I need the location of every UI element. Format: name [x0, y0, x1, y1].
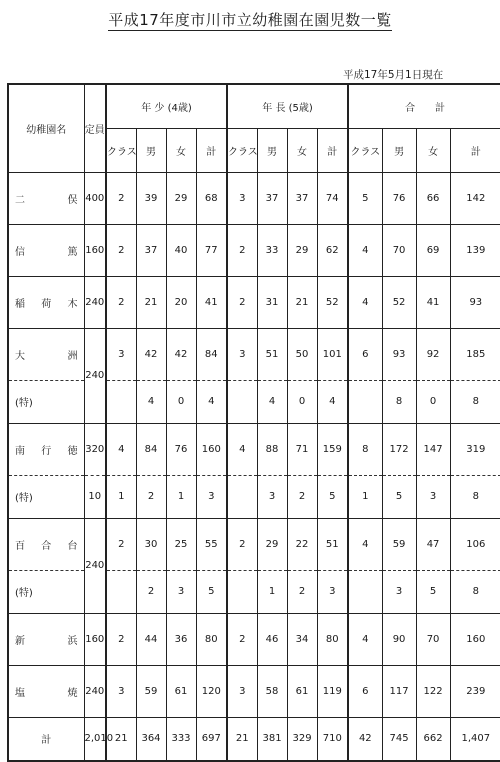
value-cell: 3: [227, 172, 257, 224]
capacity-cell: 240: [84, 665, 106, 717]
value-cell: 3: [382, 570, 416, 613]
value-cell: 69: [416, 224, 450, 276]
capacity-cell: 2,010: [84, 717, 106, 761]
total-value-cell: 710: [317, 717, 348, 761]
value-cell: 106: [450, 518, 500, 570]
value-cell: 58: [257, 665, 287, 717]
total-value-cell: 662: [416, 717, 450, 761]
value-cell: 33: [257, 224, 287, 276]
value-cell: 4: [106, 423, 136, 475]
value-cell: 4: [348, 613, 382, 665]
value-cell: 4: [348, 518, 382, 570]
school-name: 二 俣: [8, 172, 84, 224]
value-cell: 239: [450, 665, 500, 717]
value-cell: 4: [317, 380, 348, 423]
value-cell: [106, 380, 136, 423]
value-cell: 3: [317, 570, 348, 613]
value-cell: 36: [166, 613, 196, 665]
total-value-cell: 364: [136, 717, 166, 761]
total-value-cell: 381: [257, 717, 287, 761]
value-cell: 59: [136, 665, 166, 717]
total-value-cell: 745: [382, 717, 416, 761]
value-cell: 2: [227, 518, 257, 570]
capacity-cell: 320: [84, 423, 106, 475]
value-cell: 29: [287, 224, 317, 276]
value-cell: 319: [450, 423, 500, 475]
value-cell: 92: [416, 328, 450, 380]
value-cell: 160: [450, 613, 500, 665]
value-cell: 44: [136, 613, 166, 665]
value-cell: 2: [136, 475, 166, 518]
total-value-cell: 42: [348, 717, 382, 761]
value-cell: 93: [450, 276, 500, 328]
value-cell: 50: [287, 328, 317, 380]
value-cell: 4: [227, 423, 257, 475]
value-cell: 5: [382, 475, 416, 518]
table-row: [8, 380, 500, 423]
value-cell: 3: [106, 665, 136, 717]
total-label: 計: [8, 717, 84, 761]
value-cell: 1: [166, 475, 196, 518]
value-cell: 1: [106, 475, 136, 518]
value-cell: 46: [257, 613, 287, 665]
value-cell: 62: [317, 224, 348, 276]
value-cell: 3: [166, 570, 196, 613]
value-cell: 77: [196, 224, 227, 276]
value-cell: 4: [257, 380, 287, 423]
value-cell: 52: [382, 276, 416, 328]
table-row: [8, 328, 500, 380]
total-value-cell: 329: [287, 717, 317, 761]
value-cell: 88: [257, 423, 287, 475]
value-cell: 41: [416, 276, 450, 328]
value-cell: 117: [382, 665, 416, 717]
value-cell: 0: [287, 380, 317, 423]
value-cell: 3: [227, 665, 257, 717]
value-cell: 4: [136, 380, 166, 423]
value-cell: 2: [227, 613, 257, 665]
document-title: [0, 9, 500, 30]
value-cell: 90: [382, 613, 416, 665]
value-cell: 68: [196, 172, 227, 224]
value-cell: [227, 570, 257, 613]
capacity-cell: 240: [84, 328, 106, 423]
as-of-date: 平成17年5月1日現在: [343, 69, 444, 81]
school-name: 新 浜: [8, 613, 84, 665]
value-cell: 1: [257, 570, 287, 613]
value-cell: 2: [106, 613, 136, 665]
value-cell: 8: [450, 475, 500, 518]
value-cell: 4: [348, 276, 382, 328]
school-name: (特): [8, 475, 84, 518]
header-group-4yo: 年 少 (4歳): [106, 84, 227, 128]
table-row: [8, 613, 500, 665]
table-row: [8, 423, 500, 475]
value-cell: [227, 380, 257, 423]
value-cell: 70: [416, 613, 450, 665]
subheader-cell: 計: [196, 128, 227, 172]
school-name: 大 洲: [8, 328, 84, 380]
total-value-cell: 21: [106, 717, 136, 761]
value-cell: 21: [136, 276, 166, 328]
subheader-cell: 計: [317, 128, 348, 172]
value-cell: 2: [287, 475, 317, 518]
value-cell: 5: [196, 570, 227, 613]
value-cell: 120: [196, 665, 227, 717]
value-cell: 31: [257, 276, 287, 328]
value-cell: 2: [287, 570, 317, 613]
value-cell: 47: [416, 518, 450, 570]
school-name: 塩 焼: [8, 665, 84, 717]
value-cell: 84: [196, 328, 227, 380]
value-cell: 4: [196, 380, 227, 423]
subheader-cell: 男: [257, 128, 287, 172]
value-cell: 5: [416, 570, 450, 613]
value-cell: 25: [166, 518, 196, 570]
header-name: 幼稚園名: [8, 84, 84, 172]
value-cell: 42: [136, 328, 166, 380]
total-value-cell: 1,407: [450, 717, 500, 761]
value-cell: 41: [196, 276, 227, 328]
value-cell: 20: [166, 276, 196, 328]
value-cell: 2: [106, 224, 136, 276]
subheader-cell: 女: [287, 128, 317, 172]
value-cell: 4: [348, 224, 382, 276]
subheader-cell: 女: [416, 128, 450, 172]
value-cell: 71: [287, 423, 317, 475]
table-row: [8, 518, 500, 570]
value-cell: 29: [257, 518, 287, 570]
value-cell: 3: [196, 475, 227, 518]
value-cell: 34: [287, 613, 317, 665]
value-cell: 2: [227, 224, 257, 276]
school-name: (特): [8, 570, 84, 613]
value-cell: 1: [348, 475, 382, 518]
capacity-cell: 10: [84, 475, 106, 518]
value-cell: 119: [317, 665, 348, 717]
table-row: [8, 475, 500, 518]
value-cell: 51: [317, 518, 348, 570]
school-name: 稲荷木: [8, 276, 84, 328]
value-cell: 2: [136, 570, 166, 613]
subheader-cell: 男: [382, 128, 416, 172]
value-cell: 2: [106, 276, 136, 328]
value-cell: 139: [450, 224, 500, 276]
value-cell: 37: [136, 224, 166, 276]
value-cell: 101: [317, 328, 348, 380]
subheader-cell: クラス: [348, 128, 382, 172]
subheader-cell: 女: [166, 128, 196, 172]
value-cell: 3: [106, 328, 136, 380]
table-row: [8, 570, 500, 613]
value-cell: 3: [257, 475, 287, 518]
value-cell: 70: [382, 224, 416, 276]
value-cell: 37: [257, 172, 287, 224]
value-cell: 59: [382, 518, 416, 570]
value-cell: 42: [166, 328, 196, 380]
total-row: [8, 717, 500, 761]
value-cell: 2: [106, 172, 136, 224]
value-cell: 8: [450, 570, 500, 613]
value-cell: 8: [348, 423, 382, 475]
value-cell: 76: [382, 172, 416, 224]
school-name: (特): [8, 380, 84, 423]
school-name: 百合台: [8, 518, 84, 570]
value-cell: 0: [166, 380, 196, 423]
value-cell: 80: [317, 613, 348, 665]
capacity-cell: 240: [84, 276, 106, 328]
value-cell: 172: [382, 423, 416, 475]
value-cell: 147: [416, 423, 450, 475]
value-cell: 93: [382, 328, 416, 380]
value-cell: 3: [227, 328, 257, 380]
capacity-cell: 240: [84, 518, 106, 613]
subheader-cell: 男: [136, 128, 166, 172]
header-capacity: 定員: [84, 84, 106, 172]
value-cell: 29: [166, 172, 196, 224]
value-cell: 22: [287, 518, 317, 570]
table-row: [8, 665, 500, 717]
value-cell: 159: [317, 423, 348, 475]
value-cell: 8: [450, 380, 500, 423]
value-cell: 8: [382, 380, 416, 423]
title-text: 平成17年度市川市立幼稚園在園児数一覧: [108, 11, 392, 29]
value-cell: [227, 475, 257, 518]
value-cell: 55: [196, 518, 227, 570]
value-cell: 52: [317, 276, 348, 328]
value-cell: 74: [317, 172, 348, 224]
value-cell: 122: [416, 665, 450, 717]
value-cell: 6: [348, 328, 382, 380]
value-cell: 160: [196, 423, 227, 475]
subheader-cell: クラス: [227, 128, 257, 172]
value-cell: 84: [136, 423, 166, 475]
subheader-cell: クラス: [106, 128, 136, 172]
value-cell: 76: [166, 423, 196, 475]
value-cell: [106, 570, 136, 613]
total-value-cell: 21: [227, 717, 257, 761]
table-row: [8, 172, 500, 224]
value-cell: 51: [257, 328, 287, 380]
capacity-cell: 160: [84, 613, 106, 665]
value-cell: 39: [136, 172, 166, 224]
value-cell: 61: [287, 665, 317, 717]
subheader-cell: 計: [450, 128, 500, 172]
value-cell: 80: [196, 613, 227, 665]
value-cell: 5: [317, 475, 348, 518]
value-cell: 61: [166, 665, 196, 717]
header-group-total: 合 計: [348, 84, 500, 128]
value-cell: 21: [287, 276, 317, 328]
enrollment-table: [7, 83, 500, 762]
value-cell: 66: [416, 172, 450, 224]
value-cell: 6: [348, 665, 382, 717]
value-cell: 37: [287, 172, 317, 224]
total-value-cell: 697: [196, 717, 227, 761]
total-value-cell: 333: [166, 717, 196, 761]
header-row-1: [8, 84, 500, 128]
capacity-cell: 160: [84, 224, 106, 276]
value-cell: [348, 380, 382, 423]
value-cell: 2: [227, 276, 257, 328]
value-cell: 2: [106, 518, 136, 570]
header-group-5yo: 年 長 (5歳): [227, 84, 348, 128]
value-cell: 185: [450, 328, 500, 380]
table-row: [8, 224, 500, 276]
value-cell: 40: [166, 224, 196, 276]
table-body: [8, 84, 500, 761]
school-name: 南行徳: [8, 423, 84, 475]
value-cell: 0: [416, 380, 450, 423]
value-cell: [348, 570, 382, 613]
value-cell: 5: [348, 172, 382, 224]
capacity-cell: 400: [84, 172, 106, 224]
school-name: 信 篤: [8, 224, 84, 276]
value-cell: 142: [450, 172, 500, 224]
table-row: [8, 276, 500, 328]
value-cell: 30: [136, 518, 166, 570]
value-cell: 3: [416, 475, 450, 518]
